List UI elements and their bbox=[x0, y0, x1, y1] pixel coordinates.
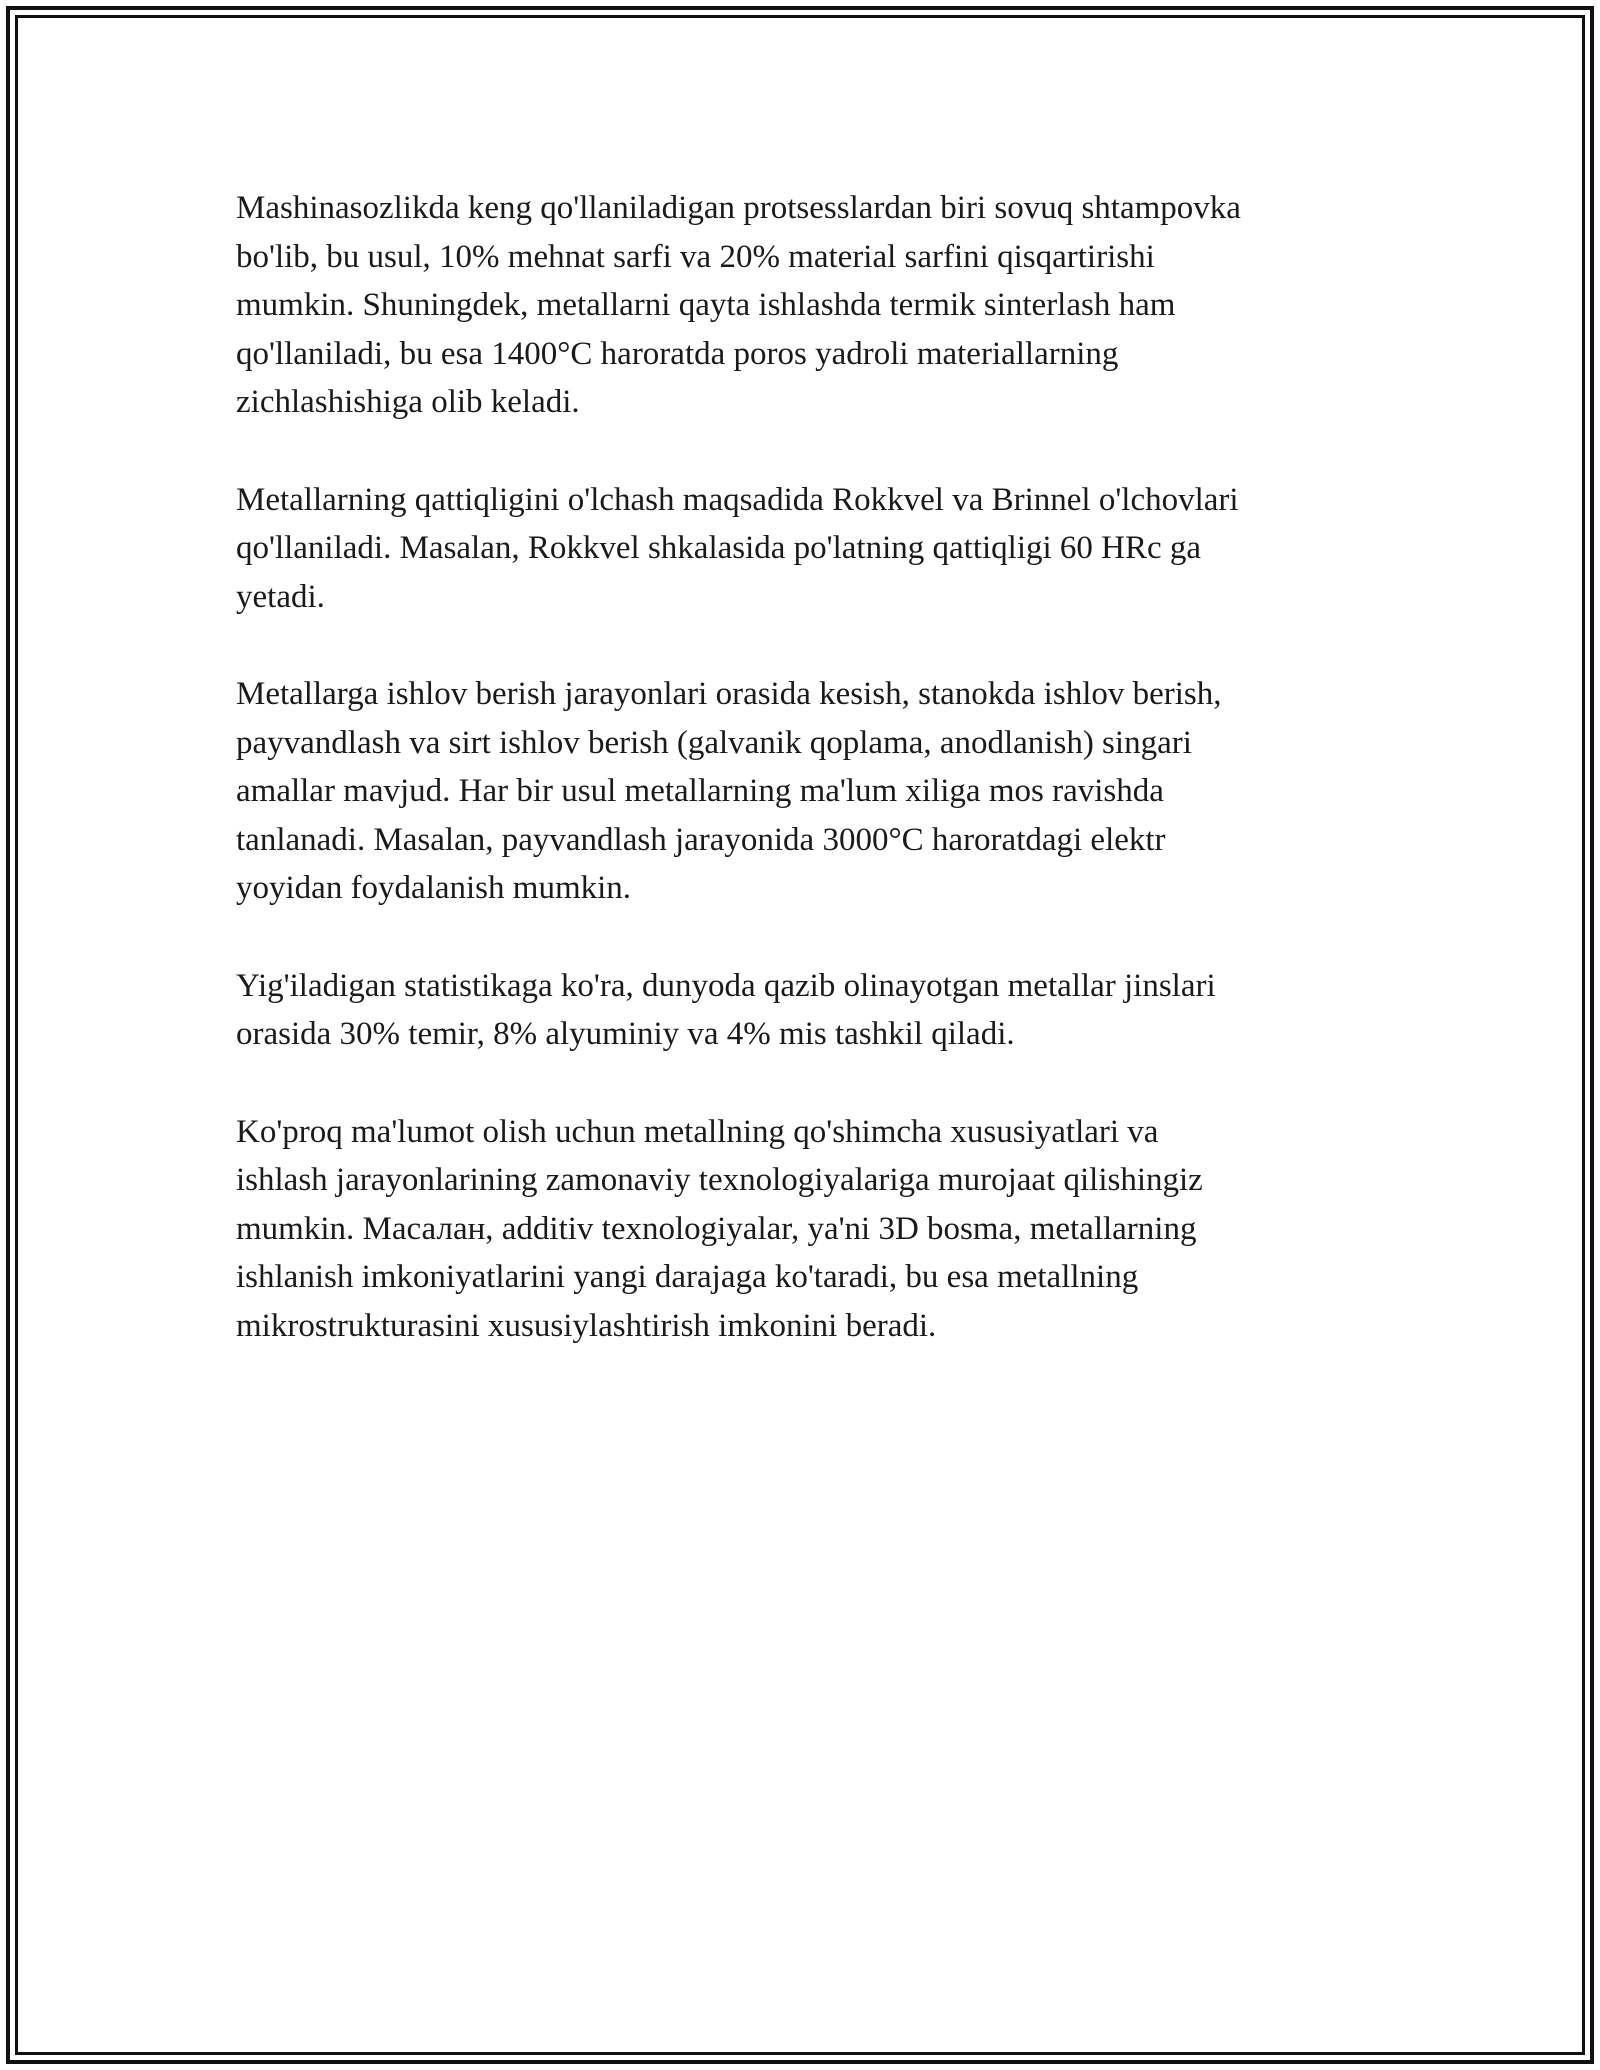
document-body bbox=[236, 184, 1366, 1399]
paragraph-processing bbox=[236, 670, 1366, 913]
text-line: qo'llaniladi. Masalan, Rokkvel shkalasida po'latning qattiqligi 60 HRc ga bbox=[236, 530, 1202, 566]
text-line: qo'llaniladi, bu esa 1400°C haroratda poros yadroli materiallarning bbox=[236, 335, 1119, 372]
text-line: mumkin. Shuningdek, metallarni qayta ishlashda termik sinterlash ham bbox=[236, 287, 1176, 323]
text-line: amallar mavjud. Har bir usul metallarning ma'lum xiliga mos ravishda bbox=[236, 773, 1164, 809]
paragraph-statistics bbox=[236, 962, 1366, 1059]
text-line: mikrostrukturasini xususiylashtirish imkonini beradi. bbox=[236, 1307, 937, 1344]
text-line: Yig'iladigan statistikaga ko'ra, dunyoda qazib olinayotgan metallar jinslari bbox=[236, 967, 1216, 1004]
text-line: yoyidan foydalanish mumkin. bbox=[236, 870, 632, 906]
text-line: Ko'proq ma'lumot olish uchun metallning qo'shimcha xususiyatlari va bbox=[236, 1113, 1159, 1150]
text-line: Mashinasozlikda keng qo'llaniladigan protsesslardan biri sovuq shtampovka bbox=[236, 190, 1241, 226]
text-line: payvandlash va sirt ishlov berish (galvanik qoplama, anodlanish) singari bbox=[236, 724, 1192, 761]
text-line: zichlashishiga olib keladi. bbox=[236, 384, 580, 420]
text-line: ishlanish imkoniyatlarini yangi darajaga ko'taradi, bu esa metallning bbox=[236, 1259, 1139, 1295]
text-line: ishlash jarayonlarining zamonaviy texnologiyalariga murojaat qilishingiz bbox=[236, 1162, 1203, 1198]
text-line: mumkin. Масалан, additiv texnologiyalar, ya'ni 3D bosma, metallarning bbox=[236, 1210, 1197, 1247]
text-line: bo'lib, bu usul, 10% mehnat sarfi va 20% material sarfini qisqartirishi bbox=[236, 238, 1155, 275]
paragraph-additive-tech bbox=[236, 1108, 1366, 1351]
paragraph-hardness bbox=[236, 476, 1366, 622]
text-line: orasida 30% temir, 8% alyuminiy va 4% mis tashkil qiladi. bbox=[236, 1016, 1015, 1052]
paragraph-cold-stamping bbox=[236, 184, 1366, 427]
text-line: Metallarga ishlov berish jarayonlari orasida kesish, stanokda ishlov berish, bbox=[236, 676, 1222, 712]
text-line: Metallarning qattiqligini o'lchash maqsadida Rokkvel va Brinnel o'lchovlari bbox=[236, 481, 1239, 518]
text-line: yetadi. bbox=[236, 578, 325, 615]
text-line: tanlanadi. Masalan, payvandlash jarayonida 3000°C haroratdagi elektr bbox=[236, 821, 1166, 858]
